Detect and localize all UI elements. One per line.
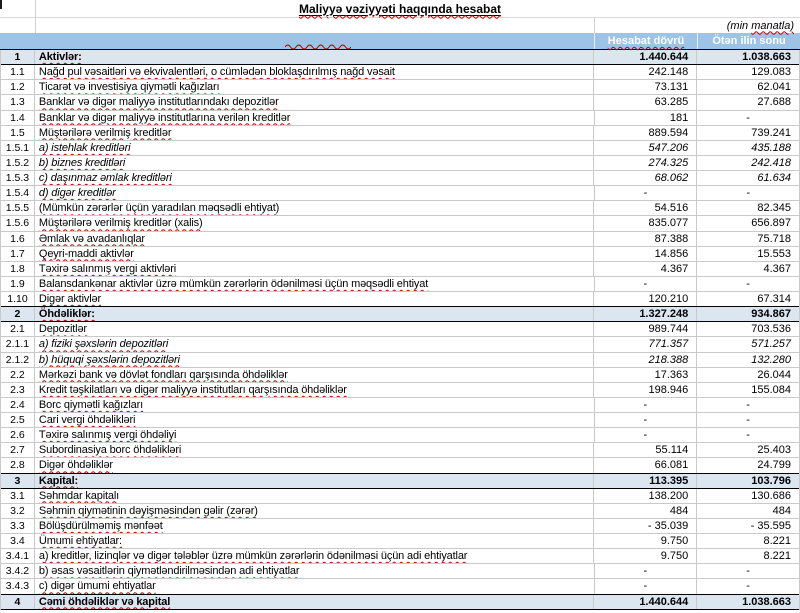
unit-note-row: [0, 18, 800, 33]
current-period-value-cell[interactable]: 1.440.644: [593, 50, 696, 64]
spellcheck-squiggle-icon: [285, 43, 351, 49]
row-number-cell[interactable]: 2.7: [10, 444, 25, 457]
current-period-value-cell[interactable]: -: [594, 579, 697, 593]
row-label-text: Təxirə salınmış vergi öhdəliyi: [38, 429, 177, 442]
row-label-cell[interactable]: [34, 458, 594, 472]
row-number-cell[interactable]: 1.2: [10, 81, 25, 94]
row-label-text: Ticarət və investisiya qiymətli kağızları: [38, 81, 220, 94]
previous-period-value-cell[interactable]: 703.536: [696, 322, 799, 336]
previous-period-value-cell[interactable]: 62.041: [696, 80, 799, 94]
table-row: [1, 413, 799, 428]
unit-note-flagged: manatla): [751, 19, 794, 32]
table-row: [1, 322, 799, 337]
row-number-cell[interactable]: 1.5: [10, 126, 25, 139]
row-number-cell[interactable]: 2.3: [10, 383, 25, 396]
row-label-cell[interactable]: [34, 534, 594, 548]
previous-period-value-cell[interactable]: 75.718: [696, 232, 799, 246]
table-row: [1, 564, 799, 579]
previous-period-value-cell[interactable]: 129.083: [696, 65, 799, 79]
table-row: [1, 368, 799, 383]
previous-period-value-cell[interactable]: -: [696, 413, 799, 427]
row-number-cell[interactable]: 1.3: [10, 96, 25, 109]
row-label-cell[interactable]: [34, 95, 594, 109]
row-number-cell[interactable]: 2: [14, 308, 21, 321]
row-number-cell[interactable]: 1.6: [10, 232, 25, 245]
row-label-cell[interactable]: [34, 232, 594, 246]
row-label-text: Öhdəliklər:: [38, 308, 95, 321]
previous-period-value-cell[interactable]: 15.553: [696, 247, 799, 261]
current-period-value-cell[interactable]: 771.357: [593, 337, 696, 351]
row-label-cell[interactable]: [34, 398, 594, 412]
current-period-value-cell[interactable]: 889.594: [593, 126, 696, 140]
row-label-cell[interactable]: [34, 186, 594, 200]
previous-period-value-cell[interactable]: 435.188: [696, 141, 799, 155]
previous-period-value-cell[interactable]: -: [696, 564, 799, 578]
header-current-period-cell[interactable]: [594, 33, 697, 49]
previous-period-value-cell[interactable]: 132.280: [696, 353, 799, 367]
row-number-cell[interactable]: 3.4.3: [5, 580, 30, 593]
row-label-text: Cəmi öhdəliklər və kapital: [38, 595, 171, 608]
table-row: [1, 186, 799, 201]
row-number-cell[interactable]: 2.6: [10, 429, 25, 442]
row-number-cell[interactable]: 1.5.6: [5, 217, 30, 230]
table-row: [1, 156, 799, 171]
current-period-value-cell[interactable]: -: [594, 564, 697, 578]
current-period-value-cell[interactable]: -: [594, 186, 697, 200]
table-row: [1, 383, 799, 398]
row-label-cell[interactable]: [34, 595, 594, 609]
table-row: [1, 504, 799, 519]
row-label-text: d) digər kreditlər: [38, 187, 116, 200]
row-number-cell[interactable]: 4: [14, 595, 21, 608]
table-row: [1, 337, 799, 352]
previous-period-value-cell[interactable]: 82.345: [696, 201, 799, 215]
row-number-cell[interactable]: 3.4: [10, 535, 25, 548]
row-label-text: Balansdankənar aktivlər üzrə mümkün zərərlərin ödənilməsi üçün məqsədli ehtiyat: [38, 277, 429, 290]
row-label-cell[interactable]: [34, 322, 594, 336]
previous-period-value-cell[interactable]: 571.257: [696, 337, 799, 351]
current-period-value-cell[interactable]: - 35.039: [593, 519, 696, 533]
row-label-text: Digər öhdəliklər: [38, 459, 113, 472]
row-label-cell[interactable]: [34, 337, 594, 351]
row-number-cell[interactable]: 1.1: [10, 66, 25, 79]
report-title: [299, 2, 501, 16]
row-number-cell[interactable]: 3.3: [10, 519, 25, 532]
previous-period-value-cell[interactable]: -: [696, 186, 799, 200]
row-label-text: Bölüşdürülməmiş mənfəət: [38, 519, 163, 532]
row-label-text: Kapital:: [38, 474, 79, 487]
table-row: [1, 126, 799, 141]
table-row: [1, 307, 799, 322]
row-label-text: Subordinasiya borc öhdəlikləri: [38, 444, 182, 457]
table-row: [1, 595, 799, 610]
previous-period-value-cell[interactable]: 739.241: [696, 126, 799, 140]
table-row: [1, 398, 799, 413]
row-label-text: b) hüquqi şəxslərin depozitləri: [38, 353, 180, 366]
row-number-cell[interactable]: 1.8: [10, 262, 25, 275]
row-number-cell[interactable]: 1.10: [7, 293, 28, 306]
current-period-value-cell[interactable]: 73.131: [593, 80, 696, 94]
table-row: [1, 534, 799, 549]
row-label-cell[interactable]: [34, 262, 594, 276]
row-label-text: Əmlak və avadanlıqlar: [38, 232, 145, 245]
previous-period-value-cell[interactable]: 1.038.663: [696, 595, 799, 609]
previous-period-value-cell[interactable]: 24.799: [696, 458, 799, 472]
row-label-cell[interactable]: [34, 80, 594, 94]
row-label-cell[interactable]: [34, 413, 594, 427]
row-label-text: Təxirə salınmış vergi aktivləri: [38, 262, 177, 275]
row-number-cell[interactable]: 1.7: [10, 247, 25, 260]
row-label-text: Borc qiymətli kağızları: [38, 398, 144, 411]
row-number-cell[interactable]: 1.5.3: [5, 172, 30, 185]
column-gridline: [594, 18, 595, 33]
table-row: [1, 353, 799, 368]
row-number-cell[interactable]: 1.5.4: [5, 187, 30, 200]
current-period-value-cell[interactable]: 484: [593, 504, 696, 518]
table-row: [1, 141, 799, 156]
table-row: [1, 458, 799, 473]
table-row: [1, 489, 799, 504]
row-label-cell[interactable]: [34, 171, 594, 185]
table-row: [1, 216, 799, 231]
row-label-text: b) əsas vəsaitlərin qiymətləndirilməsindən adi ehtiyatlar: [38, 565, 300, 578]
row-label-text: Müştərilərə verilmiş kreditlər (xalis): [38, 217, 203, 230]
row-label-cell[interactable]: [34, 126, 594, 140]
row-label-cell[interactable]: [34, 549, 594, 563]
current-period-value-cell[interactable]: 9.750: [593, 549, 696, 563]
table-row: [1, 292, 799, 307]
table-row: [1, 443, 799, 458]
row-number-cell[interactable]: 2.4: [10, 398, 25, 411]
previous-period-value-cell[interactable]: 61.634: [696, 171, 799, 185]
row-label-text: Müştərilərə verilmiş kreditlər: [38, 126, 172, 139]
current-period-value-cell[interactable]: 87.388: [593, 232, 696, 246]
row-label-cell[interactable]: [34, 201, 594, 215]
previous-period-value-cell[interactable]: 25.403: [696, 443, 799, 457]
previous-period-value-cell[interactable]: 1.038.663: [696, 50, 799, 64]
row-number-cell[interactable]: 1.4: [10, 111, 25, 124]
unit-note: [727, 20, 794, 32]
table-row: [1, 262, 799, 277]
row-number-cell[interactable]: 2.1.2: [5, 353, 30, 366]
current-period-value-cell[interactable]: 138.200: [593, 489, 696, 503]
row-label-cell[interactable]: [34, 277, 594, 291]
table-row: [1, 549, 799, 564]
previous-period-value-cell[interactable]: 242.418: [696, 156, 799, 170]
row-label-cell[interactable]: [34, 489, 594, 503]
row-label-text: Ümumi ehtiyatlar:: [38, 535, 122, 548]
previous-period-value-cell[interactable]: - 35.595: [696, 519, 799, 533]
previous-period-value-cell[interactable]: 934.867: [696, 307, 799, 321]
table-row: [1, 171, 799, 186]
previous-period-value-cell[interactable]: 656.897: [696, 216, 799, 230]
header-current-period-label: Hesabat dövrü: [607, 35, 685, 47]
row-number-cell[interactable]: 1.9: [10, 277, 25, 290]
row-label-text: (Mümkün zərərlər üçün yaradılan məqsədli ehtiyat): [38, 202, 280, 215]
table-row: [1, 579, 799, 594]
cell-border-artifact: [0, 0, 2, 9]
row-label-text: Səhmin qiymətinin dəyişməsindən gəlir (zərər): [38, 504, 258, 517]
row-label-text: c) digər ümumi ehtiyatlar: [38, 580, 156, 593]
previous-period-value-cell[interactable]: 67.314: [696, 292, 799, 306]
row-label-text: c) daşınmaz əmlak kreditləri: [38, 172, 172, 185]
current-period-value-cell[interactable]: 17.363: [593, 368, 696, 382]
header-previous-period-label: Ötən ilin sonu: [712, 35, 786, 47]
current-period-value-cell[interactable]: 14.856: [593, 247, 696, 261]
table-row: [1, 247, 799, 262]
row-label-text: Mərkəzi bank və dövlət fondları qarşısında öhdəliklər: [38, 368, 288, 381]
current-period-value-cell[interactable]: 835.077: [593, 216, 696, 230]
row-label-text: Aktivlər:: [38, 51, 82, 64]
current-period-value-cell[interactable]: 181: [594, 111, 697, 125]
row-label-cell[interactable]: [34, 383, 594, 397]
row-number-cell[interactable]: 1.5.5: [5, 202, 30, 215]
previous-period-value-cell[interactable]: 130.686: [696, 489, 799, 503]
row-label-cell[interactable]: [34, 292, 594, 306]
row-number-cell[interactable]: 2.1: [10, 323, 25, 336]
table-row: [1, 65, 799, 80]
current-period-value-cell[interactable]: -: [594, 277, 697, 291]
row-number-cell[interactable]: 2.2: [10, 368, 25, 381]
report-title-text: Maliyyə vəziyyəti haqqında hesabat: [298, 1, 502, 16]
row-label-text: Nağd pul vəsaitləri və ekvivalentləri, o cümlədən bloklaşdırılmış nağd vəsait: [38, 66, 395, 79]
row-label-cell[interactable]: [34, 156, 594, 170]
table-row: [1, 111, 799, 126]
row-label-text: a) istehlak kreditləri: [38, 141, 131, 154]
row-label-text: Banklar və digər maliyyə institutlarındakı depozitlər: [38, 96, 279, 109]
current-period-value-cell[interactable]: 4.367: [593, 262, 696, 276]
previous-period-value-cell[interactable]: -: [696, 579, 799, 593]
table-row: [1, 95, 799, 110]
table-row: [1, 201, 799, 216]
row-label-cell[interactable]: [34, 368, 594, 382]
row-label-text: Kredit təşkilatları və digər maliyyə institutları qarşısında öhdəliklər: [38, 383, 347, 396]
table-row: [1, 474, 799, 489]
previous-period-value-cell[interactable]: 26.044: [696, 368, 799, 382]
row-label-cell[interactable]: [34, 504, 594, 518]
table-row: [1, 80, 799, 95]
row-number-cell[interactable]: 1: [14, 51, 21, 64]
row-number-cell[interactable]: 3.4.1: [5, 550, 30, 563]
previous-period-value-cell[interactable]: 4.367: [696, 262, 799, 276]
current-period-value-cell[interactable]: 1.440.644: [593, 595, 696, 609]
previous-period-value-cell[interactable]: -: [696, 111, 799, 125]
report-title-row: [0, 0, 800, 18]
row-label-cell[interactable]: [34, 247, 594, 261]
row-label-text: b) biznes kreditləri: [38, 156, 126, 169]
row-label-text: a) kreditlər, lizinqlər və digər tələblər üzrə mümkün zərərlərin ödənilməsi üçün adi ehtiyatlar: [38, 550, 468, 563]
previous-period-value-cell[interactable]: -: [696, 398, 799, 412]
table-row: [1, 50, 799, 65]
row-label-cell[interactable]: [34, 216, 594, 230]
row-label-text: Cari vergi öhdəlikləri: [38, 414, 136, 427]
row-label-text: a) fiziki şəxslərin depozitləri: [38, 338, 169, 351]
row-label-cell[interactable]: [34, 428, 594, 442]
row-number-cell[interactable]: 2.1.1: [5, 338, 30, 351]
current-period-value-cell[interactable]: 218.388: [593, 353, 696, 367]
row-label-cell[interactable]: [34, 443, 594, 457]
current-period-value-cell[interactable]: 54.516: [593, 201, 696, 215]
row-number-cell[interactable]: 3.2: [10, 504, 25, 517]
row-number-cell[interactable]: 3.4.2: [5, 565, 30, 578]
previous-period-value-cell[interactable]: 8.221: [696, 549, 799, 563]
row-number-cell[interactable]: 1.5.2: [5, 156, 30, 169]
row-label-cell[interactable]: [34, 519, 594, 533]
row-label-text: Banklar və digər maliyyə institutlarına verilən kreditlər: [38, 111, 291, 124]
column-gridline: [35, 0, 36, 33]
current-period-value-cell[interactable]: 1.327.248: [593, 307, 696, 321]
unit-note-plain: (min: [726, 19, 752, 32]
current-period-value-cell[interactable]: 198.946: [593, 383, 696, 397]
row-number-cell[interactable]: 3.1: [10, 489, 25, 502]
previous-period-value-cell[interactable]: 27.688: [696, 95, 799, 109]
previous-period-value-cell[interactable]: 103.796: [696, 474, 799, 488]
row-label-text: Qeyri-maddi aktivlər: [38, 247, 134, 260]
row-label-cell[interactable]: [34, 50, 594, 64]
row-label-text: Depozitlər: [38, 323, 87, 336]
current-period-value-cell[interactable]: 113.395: [593, 474, 696, 488]
row-label-cell[interactable]: [34, 141, 594, 155]
current-period-value-cell[interactable]: 120.210: [593, 292, 696, 306]
row-label-text: Digər aktivlər: [38, 293, 102, 306]
row-label-cell[interactable]: [34, 579, 594, 593]
current-period-value-cell[interactable]: -: [594, 428, 697, 442]
current-period-value-cell[interactable]: 68.062: [593, 171, 696, 185]
table-row: [1, 428, 799, 443]
row-number-cell[interactable]: 3: [14, 474, 21, 487]
row-label-cell[interactable]: [34, 111, 594, 125]
row-label-cell[interactable]: [34, 474, 594, 488]
previous-period-value-cell[interactable]: 484: [696, 504, 799, 518]
table-row: [1, 519, 799, 534]
current-period-value-cell[interactable]: -: [594, 398, 697, 412]
header-previous-period-cell[interactable]: [697, 33, 800, 49]
row-number-cell[interactable]: 1.5.1: [5, 141, 30, 154]
current-period-value-cell[interactable]: 9.750: [593, 534, 696, 548]
previous-period-value-cell[interactable]: 155.084: [696, 383, 799, 397]
row-number-cell[interactable]: 2.5: [10, 414, 25, 427]
row-label-cell[interactable]: [34, 307, 594, 321]
row-label-cell[interactable]: [34, 65, 594, 79]
current-period-value-cell[interactable]: 63.285: [593, 95, 696, 109]
current-period-value-cell[interactable]: 274.325: [593, 156, 696, 170]
current-period-value-cell[interactable]: 547.206: [593, 141, 696, 155]
header-description-cell[interactable]: [0, 33, 594, 49]
previous-period-value-cell[interactable]: -: [696, 428, 799, 442]
previous-period-value-cell[interactable]: 8.221: [696, 534, 799, 548]
current-period-value-cell[interactable]: 66.081: [593, 458, 696, 472]
table-row: [1, 277, 799, 292]
current-period-value-cell[interactable]: 242.148: [593, 65, 696, 79]
previous-period-value-cell[interactable]: -: [696, 277, 799, 291]
row-label-text: Səhmdar kapitalı: [38, 489, 120, 502]
table-row: [1, 232, 799, 247]
table-body: [0, 50, 800, 610]
current-period-value-cell[interactable]: -: [594, 413, 697, 427]
row-label-cell[interactable]: [34, 353, 594, 367]
current-period-value-cell[interactable]: 989.744: [593, 322, 696, 336]
table-header-row: [0, 33, 800, 50]
row-label-cell[interactable]: [34, 564, 594, 578]
current-period-value-cell[interactable]: 55.114: [593, 443, 696, 457]
row-number-cell[interactable]: 2.8: [10, 459, 25, 472]
